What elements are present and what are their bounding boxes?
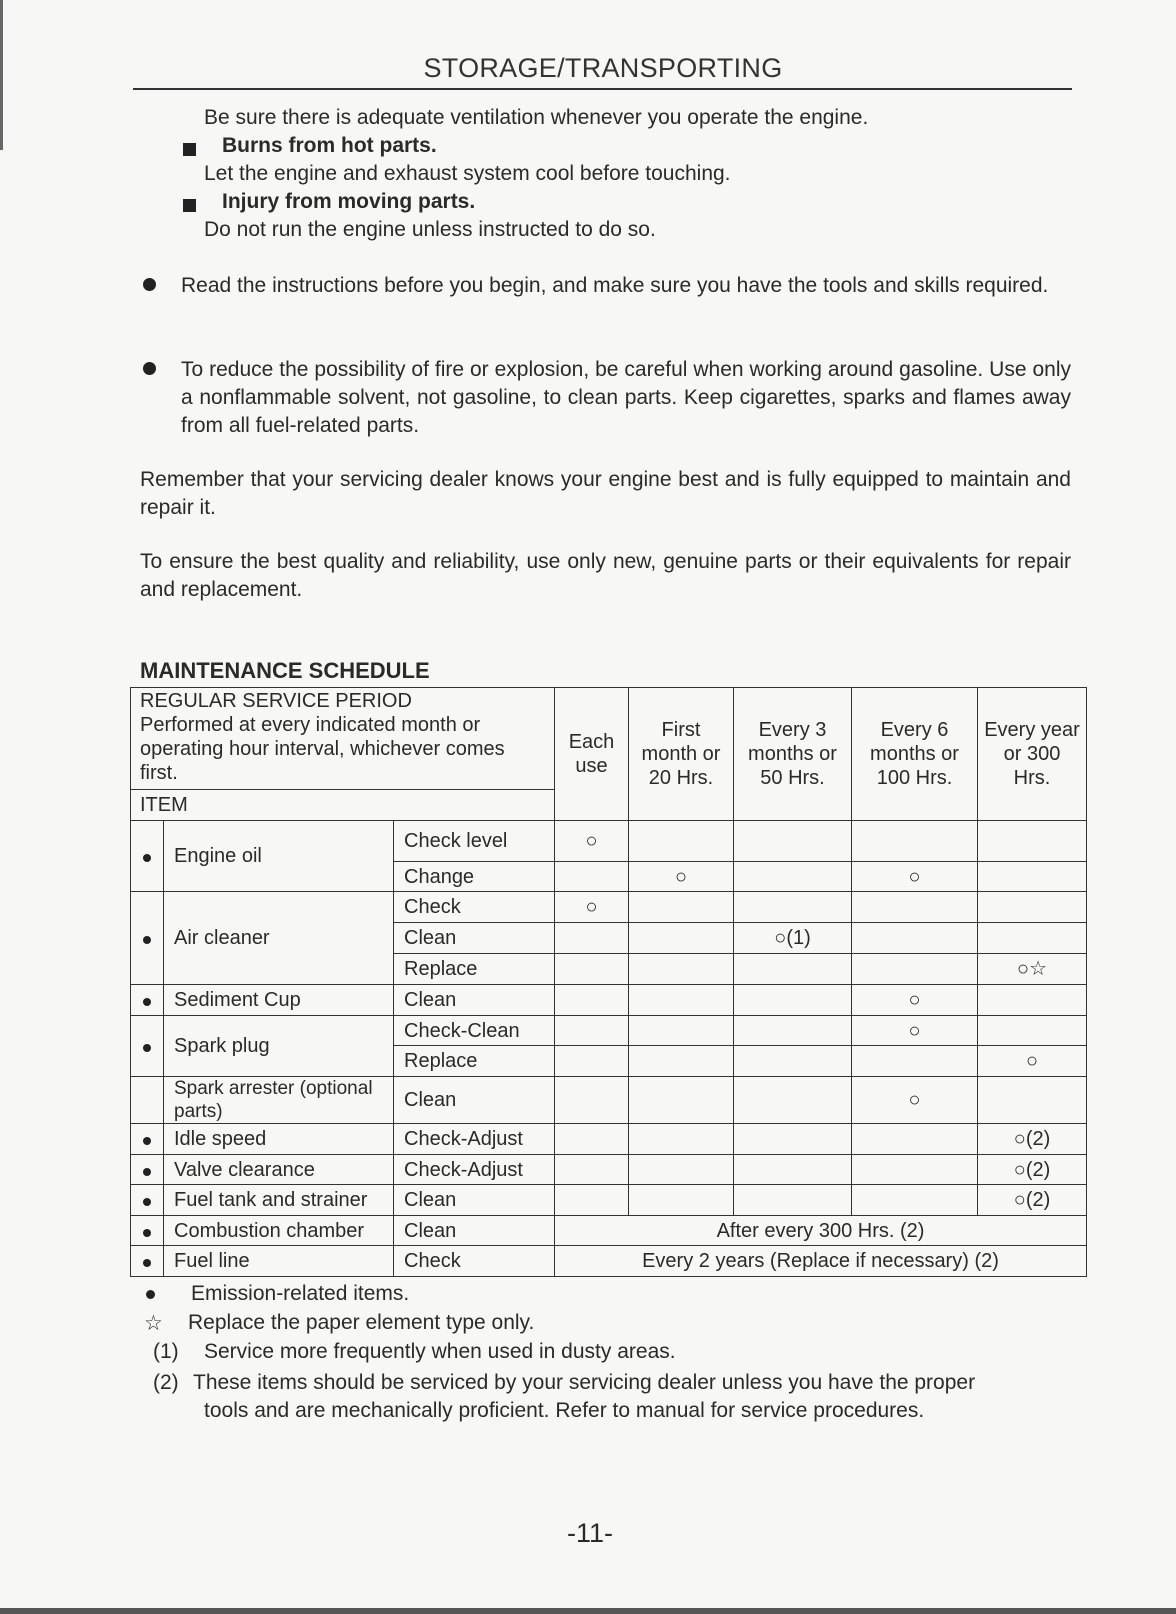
table-row bbox=[131, 1185, 1087, 1216]
op-change: Change bbox=[394, 862, 555, 892]
footnote-1-label: (1) bbox=[153, 1340, 179, 1363]
op-replace: Replace bbox=[394, 954, 555, 985]
period-every-year: Every year or 300 Hrs. bbox=[978, 688, 1087, 821]
warning-text-moving-parts: Do not run the engine unless instructed to do so. bbox=[204, 218, 656, 241]
paragraph-genuine-parts: To ensure the best quality and reliability, use only new, genuine parts or their equivalents for repair and replacement. bbox=[140, 550, 1071, 601]
emission-bullet bbox=[131, 1016, 164, 1077]
emission-bullet bbox=[131, 1155, 164, 1185]
table-row bbox=[131, 1216, 1087, 1246]
emission-bullet bbox=[131, 892, 164, 985]
item-air-cleaner: Air cleaner bbox=[164, 892, 394, 985]
op-check-adjust: Check-Adjust bbox=[394, 1124, 555, 1155]
table-row bbox=[131, 821, 1087, 862]
paragraph-dealer: Remember that your servicing dealer knows your engine best and is fully equipped to maintain and repair it. bbox=[140, 468, 1071, 519]
table-row bbox=[131, 1246, 1087, 1277]
mark-circle: ○ bbox=[852, 862, 978, 892]
op-replace: Replace bbox=[394, 1046, 555, 1077]
mark-circle-note-2: ○(2) bbox=[978, 1124, 1087, 1155]
emission-bullet bbox=[131, 1124, 164, 1155]
item-fuel-line: Fuel line bbox=[164, 1246, 394, 1277]
item-sediment-cup: Sediment Cup bbox=[164, 985, 394, 1016]
table-row bbox=[131, 892, 1087, 923]
table-row bbox=[131, 1077, 1087, 1124]
footnote-star: Replace the paper element type only. bbox=[188, 1311, 535, 1334]
interval-note: Every 2 years (Replace if necessary) (2) bbox=[555, 1246, 1087, 1277]
mark-circle-note-1: ○(1) bbox=[734, 923, 852, 954]
maintenance-schedule-heading: MAINTENANCE SCHEDULE bbox=[140, 658, 430, 683]
item-spark-arrester: Spark arrester (optional parts) bbox=[164, 1077, 394, 1124]
item-combustion-chamber: Combustion chamber bbox=[164, 1216, 394, 1246]
round-bullet-icon bbox=[143, 362, 156, 375]
mark-circle: ○ bbox=[978, 1046, 1087, 1077]
mark-circle: ○ bbox=[852, 1077, 978, 1124]
period-each-use: Each use bbox=[555, 688, 629, 821]
warning-heading-burns: Burns from hot parts. bbox=[222, 134, 437, 157]
table-row bbox=[131, 985, 1087, 1016]
footnote-2-line-2: tools and are mechanically proficient. Refer to manual for service procedures. bbox=[204, 1399, 925, 1422]
ventilation-text: Be sure there is adequate ventilation whenever you operate the engine. bbox=[204, 106, 869, 129]
square-bullet-icon bbox=[183, 199, 196, 212]
emission-bullet bbox=[131, 821, 164, 892]
mark-circle: ○ bbox=[852, 1016, 978, 1046]
mark-circle: ○ bbox=[555, 892, 629, 923]
op-check-level: Check level bbox=[394, 821, 555, 862]
op-clean: Clean bbox=[394, 985, 555, 1016]
op-clean: Clean bbox=[394, 1185, 555, 1216]
period-first-month: First month or 20 Hrs. bbox=[629, 688, 734, 821]
footnote-1: Service more frequently when used in dusty areas. bbox=[204, 1340, 676, 1363]
period-description: Performed at every indicated month or operating hour interval, whichever comes first. bbox=[140, 714, 505, 784]
round-bullet-icon bbox=[143, 278, 156, 291]
footnote-emission: Emission-related items. bbox=[191, 1282, 410, 1305]
item-label: ITEM bbox=[140, 794, 188, 816]
service-period-header bbox=[131, 688, 555, 821]
table-row bbox=[131, 1155, 1087, 1185]
item-fuel-tank: Fuel tank and strainer bbox=[164, 1185, 394, 1216]
period-title: REGULAR SERVICE PERIOD bbox=[140, 690, 412, 712]
footnote-2-label: (2) bbox=[153, 1371, 179, 1394]
item-engine-oil: Engine oil bbox=[164, 821, 394, 892]
op-clean: Clean bbox=[394, 1216, 555, 1246]
op-check: Check bbox=[394, 892, 555, 923]
maintenance-schedule-table bbox=[130, 687, 1087, 1277]
table-row bbox=[131, 1124, 1087, 1155]
mark-circle: ○ bbox=[852, 985, 978, 1016]
mark-circle: ○ bbox=[555, 821, 629, 862]
op-check: Check bbox=[394, 1246, 555, 1277]
table-header-row bbox=[131, 688, 1087, 821]
op-clean: Clean bbox=[394, 923, 555, 954]
emission-bullet bbox=[131, 985, 164, 1016]
item-valve-clearance: Valve clearance bbox=[164, 1155, 394, 1185]
star-icon: ☆ bbox=[144, 1312, 163, 1335]
emission-bullet bbox=[131, 1185, 164, 1216]
mark-circle-note-2: ○(2) bbox=[978, 1155, 1087, 1185]
bullet-instructions: Read the instructions before you begin, and make sure you have the tools and skills required. bbox=[181, 274, 1049, 297]
mark-circle: ○ bbox=[629, 862, 734, 892]
item-spark-plug: Spark plug bbox=[164, 1016, 394, 1077]
op-clean: Clean bbox=[394, 1077, 555, 1124]
warning-heading-moving-parts: Injury from moving parts. bbox=[222, 190, 476, 213]
op-check-clean: Check-Clean bbox=[394, 1016, 555, 1046]
emission-bullet bbox=[131, 1216, 164, 1246]
mark-circle-star: ○☆ bbox=[978, 954, 1087, 985]
page-title: STORAGE/TRANSPORTING bbox=[423, 53, 783, 83]
bullet-fire-safety: To reduce the possibility of fire or explosion, be careful when working around gasoline. Use only a nonflammable solvent, not gasoline, to clean parts. Keep cigarettes, sparks and flames away from all fuel-related parts. bbox=[181, 358, 1071, 437]
square-bullet-icon bbox=[183, 143, 196, 156]
emission-bullet bbox=[131, 1246, 164, 1277]
table-row bbox=[131, 1016, 1087, 1046]
emission-bullet-icon bbox=[146, 1290, 155, 1299]
item-idle-speed: Idle speed bbox=[164, 1124, 394, 1155]
page-number: -11- bbox=[566, 1518, 613, 1548]
op-check-adjust: Check-Adjust bbox=[394, 1155, 555, 1185]
period-every-6-months: Every 6 months or 100 Hrs. bbox=[852, 688, 978, 821]
scan-bottom-edge bbox=[0, 1608, 1176, 1614]
title-rule bbox=[133, 88, 1072, 90]
footnote-2-line-1: These items should be serviced by your servicing dealer unless you have the proper bbox=[193, 1371, 976, 1394]
warning-text-burns: Let the engine and exhaust system cool before touching. bbox=[204, 162, 731, 185]
interval-note: After every 300 Hrs. (2) bbox=[555, 1216, 1087, 1246]
mark-circle-note-2: ○(2) bbox=[978, 1185, 1087, 1216]
period-every-3-months: Every 3 months or 50 Hrs. bbox=[734, 688, 852, 821]
